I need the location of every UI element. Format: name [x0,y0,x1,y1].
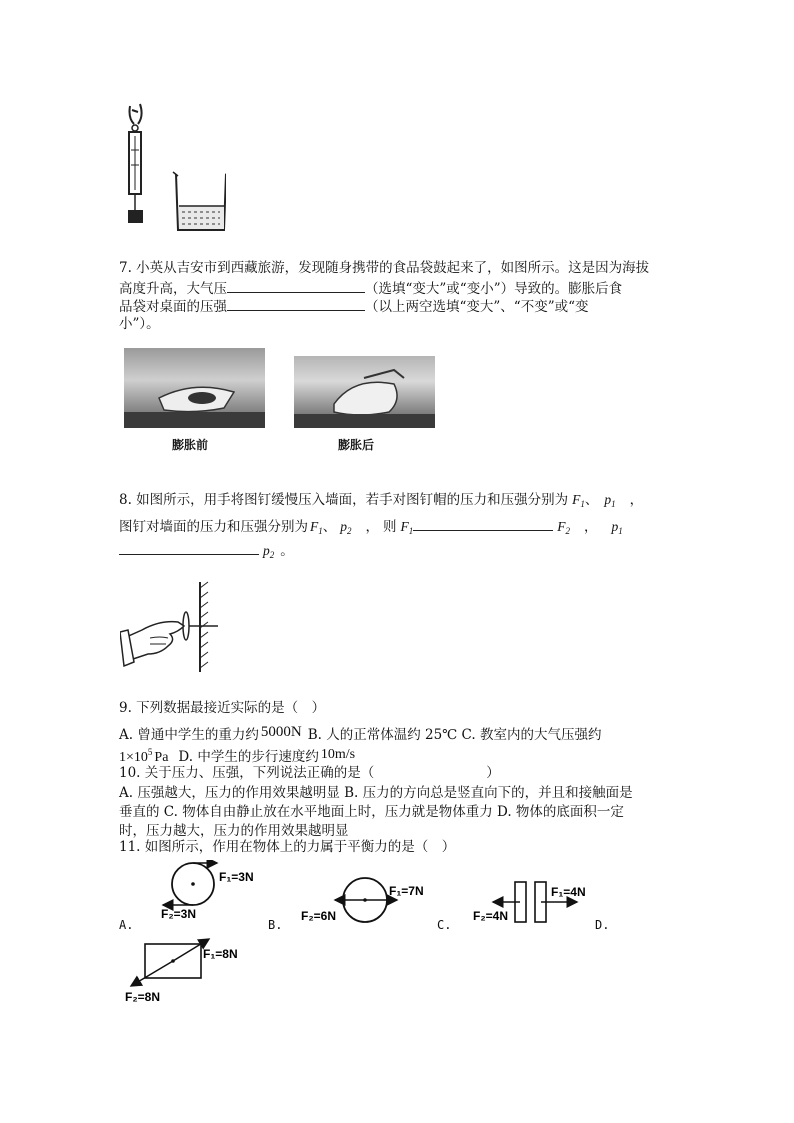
q11-a-f1: F₁=3N [219,870,254,884]
q9-value-d: 10m/s [320,747,356,762]
q8-line3 [119,540,294,565]
q8-line1 [119,490,643,514]
q7-line1: 7. 小英从吉安市到西藏旅游，发现随身携带的食品袋鼓起来了，如图所示。这是因为海拔 [119,260,650,276]
q11-diagram-c [473,882,586,923]
q8-F1-compare: $F_1$ [400,519,414,536]
q11-diagram-d [125,939,238,1004]
q8-F1-symbol: $F_1$ [572,492,585,509]
q8-separator-b: 、 [322,519,337,535]
caption-before: 膨胀前 [172,438,209,452]
caption-after: 膨胀后 [338,438,375,452]
q11-c-f2: F₂=4N [473,909,509,923]
q8-p2-symbol: $p_2$ [340,519,352,536]
photo-after-expansion [294,356,435,428]
q9-stem: 9. 下列数据最接近实际的是（ ） [119,700,326,716]
q11-b-f1: F₁=7N [389,884,424,898]
q10-line3: 时，压力越大，压力的作用效果越明显 [119,823,349,839]
q7-line2-text-a: 高度升高，大气压 [119,281,227,297]
q8-answer-blank-2[interactable] [119,540,259,555]
q10-stem [119,763,500,783]
q7-line3-text-a: 品袋对桌面的压强 [119,299,227,315]
q7-answer-blank-2[interactable] [227,296,365,311]
q8-F1-symbol-b: $F_1$ [310,519,323,536]
q7-line3-text-b: （以上两空选填“变大”、“不变”或“变 [365,299,589,315]
q7-answer-blank-1[interactable] [227,278,365,293]
q8-separator: 、 [584,492,599,508]
q11-option-b[interactable]: B. [268,918,283,932]
pushpin-wall-figure [120,580,230,675]
q11-diagram-b [301,878,424,923]
q8-F2-compare: $F_2$ [557,519,570,536]
q8-comma-c: ， [584,519,598,535]
q9-option-a: A. 曾通中学生的重力约 [119,727,259,743]
q8-line1-text: 8. 如图所示，用手将图钉缓慢压入墙面，若手对图钉帽的压力和压强分别为 [119,492,569,508]
q11-diagrams [115,860,635,1010]
q9-value-c: $1\times 10^5$ Pa [119,747,169,765]
q8-line2-text: 图钉对墙面的压力和压强分别为 [119,519,308,535]
q9-option-d: D. 中学生的步行速度约 [178,749,319,765]
photo-before-expansion [124,348,265,428]
spring-scale-beaker-figure [116,100,226,235]
q11-option-c[interactable]: C. [437,918,452,932]
q11-a-f2: F₂=3N [161,907,197,921]
q8-then: 则 [383,519,397,535]
q9-value-a: 5000N [260,724,302,740]
q9-options-bc: B. 人的正常体温约 25℃ C. 教室内的大气压强约 [307,727,602,743]
q8-p1-symbol: $p_1$ [604,492,616,509]
q10-line2: 垂直的 C. 物体自由静止放在水平地面上时，压力就是物体重力 D. 物体的底面积一定 [119,804,624,820]
q8-line2 [119,516,623,541]
q11-b-f2: F₂=6N [301,909,337,923]
q10-line1: A. 压强越大，压力的作用效果越明显 B. 压力的方向总是竖直向下的，并且和接触面是 [119,785,633,801]
q8-p1-compare: $p_1$ [611,519,623,536]
q8-p2-compare: $p_2$ [263,543,275,560]
q10-stem-text: 10. 关于压力、压强，下列说法正确的是（ [119,765,375,781]
q8-period: 。 [280,543,294,559]
q8-comma-b: ， [365,519,379,535]
q8-comma: ， [629,492,644,508]
q7-line3 [119,296,589,317]
q11-c-f1: F₁=4N [551,885,586,899]
q11-d-f2: F₂=8N [125,990,161,1004]
q11-stem: 11. 如图所示，作用在物体上的力属于平衡力的是（ ） [119,839,456,855]
q11-diagram-a [161,863,254,921]
q8-answer-blank-1[interactable] [413,516,553,531]
q10-stem-end: ） [486,765,500,781]
q11-option-d[interactable]: D. [595,918,610,932]
q11-d-f1: F₁=8N [203,947,238,961]
q7-line4: 小”）。 [119,316,160,332]
q11-option-a[interactable]: A. [119,918,134,932]
q7-line2-text-b: （选填“变大”或“变小”）导致的。膨胀后食 [365,281,623,297]
